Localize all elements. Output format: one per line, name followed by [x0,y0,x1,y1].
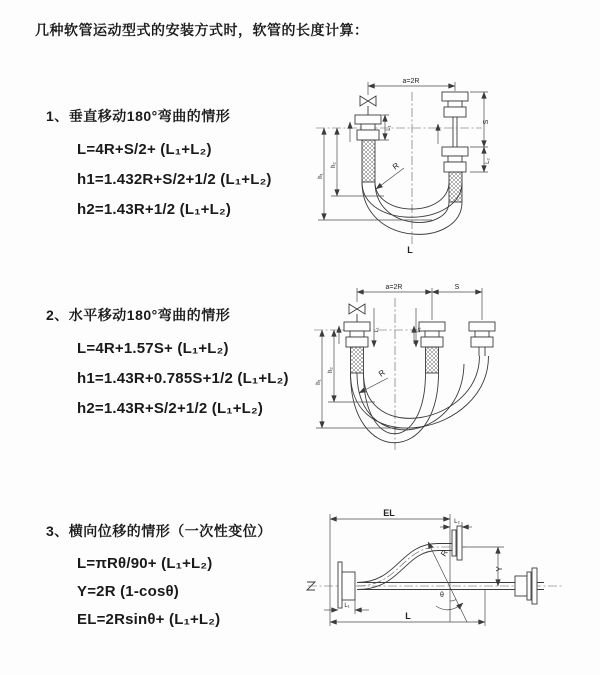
dim-label-l1: L₁ [374,327,380,333]
dim-label-h2: h₂ [331,162,337,168]
braided-hose-section [426,347,439,373]
braided-hose-section [351,347,364,373]
braided-hose-section [362,140,375,182]
radius-label: R [439,548,450,559]
section-1-heading: 1、垂直移动180°弯曲的情形 [46,108,231,124]
formula-line: L=πRθ/90+ (L₁+L₂) [77,555,213,572]
dim-label-l2: L₂ [485,158,491,164]
middle-flange [419,322,445,373]
dim-label-l: L [405,611,411,621]
angle-label: θ [440,592,444,599]
dim-label-h2: h₂ [328,367,334,373]
dimension-l1 [324,600,369,614]
dim-label-el: EL [383,508,395,518]
dim-label-a2r: a=2R [385,284,403,291]
radius-label: R [390,160,401,172]
formula-line: h1=1.43R+0.785S+1/2 (L₁+L₂) [77,370,289,387]
dim-label-l1: L₁ [344,603,350,609]
dimension-l2 [470,147,491,172]
braided-hose-section [449,172,462,202]
dimension-l2 [440,519,472,527]
hose-arcs [351,356,489,443]
dim-label-s: S [454,284,460,291]
dim-label-l2: L₂ [454,519,460,525]
formula-line: L=4R+S/2+ (L₁+L₂) [77,141,212,158]
fixed-end-flange [355,115,381,182]
formula-line: EL=2Rsinθ+ (L₁+L₂) [77,611,221,628]
radius-callout [376,161,404,189]
dim-label-y: Y [495,566,504,572]
section-lateral-displacement [46,521,272,634]
dimension-y [463,547,504,586]
length-label: L [407,245,413,255]
dim-label-l1: L₁ [386,125,392,131]
section-2-heading: 2、水平移动180°弯曲的情形 [46,307,231,323]
dimension-s [470,92,490,147]
section-3-formulas [46,550,272,634]
dimension-s [432,284,482,292]
dimension-a2r [357,284,482,320]
formula-line: h2=1.43R+1/2 (L₁+L₂) [77,201,232,218]
formula-line: L=4R+1.57S+ (L₁+L₂) [77,340,229,357]
left-flange [338,562,355,608]
section-vertical-movement [46,106,272,225]
radius-label: R [376,367,387,379]
angle-callout [436,592,463,610]
valve-icon [360,96,376,115]
moved-position-flange [469,322,495,356]
dim-label-s: S [483,119,490,125]
section-1-formulas [46,135,272,225]
section-3-heading: 3、横向位移的情形（一次性变位） [46,523,272,539]
dimension-l1 [374,308,380,347]
upper-flange [452,526,462,560]
dim-label-h1: h₁ [316,379,322,385]
moving-end-flange-upper [442,92,468,147]
page-title: 几种软管运动型式的安装方式时，软管的长度计算： [35,22,369,38]
dim-label-l2: L₂ [416,327,422,333]
dim-label-a2r: a=2R [402,78,420,85]
valve-icon [349,304,365,322]
formula-line: h2=1.43R+S/2+1/2 (L₁+L₂) [77,400,264,417]
section-horizontal-movement [46,305,289,424]
section-2-formulas [46,334,289,424]
fixed-end-flange [344,322,370,373]
diagram-lateral-displacement [300,500,600,657]
diagram-horizontal-movement [310,278,600,469]
centerlines [314,298,425,450]
dim-label-h1: h₁ [318,173,324,179]
diagram-vertical-movement [312,70,600,267]
formula-line: Y=2R (1-cosθ) [77,583,179,600]
formula-line: h1=1.432R+S/2+1/2 (L₁+L₂) [77,171,272,188]
